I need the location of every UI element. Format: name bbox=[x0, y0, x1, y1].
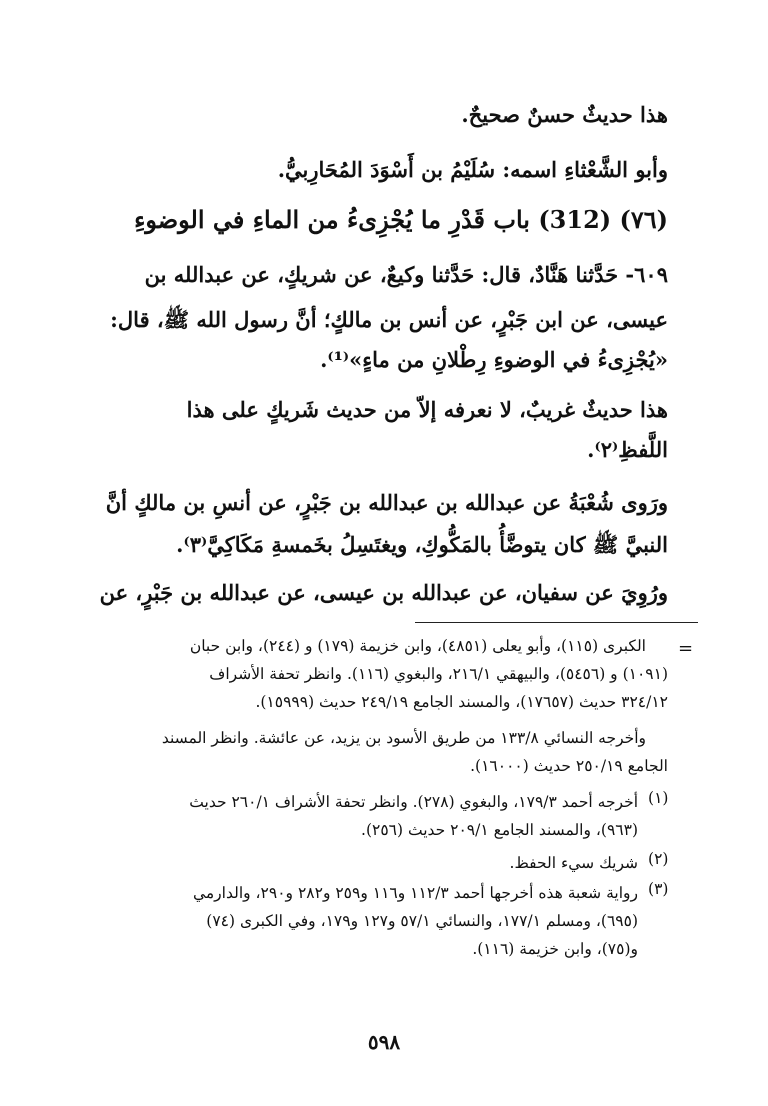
footnote-1-line-2: (٩٦٣)، والمسند الجامع ٢٠٩/١ حديث (٢٥٦). bbox=[361, 821, 638, 839]
footnote-separator bbox=[415, 622, 698, 623]
comment-line-1: هذا حديثٌ غريبٌ، لا نعرفه إلاّ من حديث شَريكٍ على هذا bbox=[186, 397, 668, 422]
footnote-cont-line-4: وأخرجه النسائي ١٣٣/٨ من طريق الأسود بن يزيد، عن عائشة. وانظر المسند bbox=[161, 729, 646, 747]
footnote-cont-line-3: ٣٢٤/١٢ حديث (١٧٦٥٧)، والمسند الجامع ٢٤٩/١٩ حديث (١٥٩٩٩). bbox=[255, 693, 668, 711]
hadith-609-line-1: ٦٠٩- حَدَّثنا هَنَّادٌ، قال: حَدَّثنا وكيعٌ، عن شريكٍ، عن عبدالله بن bbox=[144, 262, 668, 287]
hadith-609-line-2: عيسى، عن ابن جَبْرٍ، عن أنس بن مالكٍ؛ أنَّ رسول الله ﷺ، قال: bbox=[110, 307, 668, 332]
footnote-1-number: (١) bbox=[648, 789, 669, 807]
footnote-cont-line-1: الكبرى (١١٥)، وأبو يعلى (٤٨٥١)، وابن خزيمة (١٧٩) و (٢٤٤)، وابن حبان bbox=[189, 637, 646, 655]
chapter-heading: (٧٦) (312) باب قَدْرِ ما يُجْزِىءُ من الماءِ في الوضوءِ bbox=[134, 205, 668, 234]
narration-line-2: النبيَّ ﷺ كان يتوضَّأُ بالمَكُّوكِ، ويغتَسِلُ بخَمسةِ مَكَاكِيَّ⁽٣⁾. bbox=[176, 532, 668, 557]
footnote-3-line-3: و(٧٥)، وابن خزيمة (١١٦). bbox=[472, 940, 638, 958]
narration-line-1: ورَوى شُعْبَةُ عن عبدالله بن عبدالله بن جَبْرٍ، عن أنسِ بن مالكٍ أنَّ bbox=[105, 490, 668, 515]
narration-line-3: ورُوِيَ عن سفيان، عن عبدالله بن عيسى، عن عبدالله بن جَبْرٍ، عن bbox=[99, 580, 668, 605]
footnote-cont-line-5: الجامع ٢٥٠/١٩ حديث (١٦٠٠٠). bbox=[470, 757, 668, 775]
comment-line-2: اللَّفظِ⁽٢⁾. bbox=[587, 437, 668, 462]
text-line-2: وأبو الشَّعْثاءِ اسمه: سُلَيْمُ بن أَسْوَدَ المُحَارِبيُّ. bbox=[277, 157, 668, 182]
footnote-1-line-1: أخرجه أحمد ١٧٩/٣، والبغوي (٢٧٨). وانظر تحفة الأشراف ٢٦٠/١ حديث bbox=[189, 793, 638, 811]
footnote-2-number: (٢) bbox=[648, 850, 669, 868]
continuation-mark: = bbox=[678, 638, 694, 659]
footnote-3-line-1: رواية شعبة هذه أخرجها أحمد ١١٢/٣ و١١٦ و٢٥٩ و٢٨٢ و٢٩٠، والدارمي bbox=[192, 884, 638, 902]
footnote-cont-line-2: (١٠٩١) و (٥٤٥٦)، والبيهقي ٢١٦/١، والبغوي (١١٦). وانظر تحفة الأشراف bbox=[209, 665, 668, 683]
footnote-3-line-2: (٦٩٥)، ومسلم ١٧٧/١، والنسائي ٥٧/١ و١٢٧ و١٧٩، وفي الكبرى (٧٤) bbox=[206, 912, 638, 930]
hadith-609-line-3: «يُجْزِىءُ في الوضوءِ رِطْلانِ من ماءٍ»⁽¹⁾. bbox=[320, 347, 668, 372]
footnote-2-line-1: شريك سيء الحفظ. bbox=[509, 854, 638, 872]
footnote-3-number: (٣) bbox=[648, 880, 669, 898]
text-line-1: هذا حديثٌ حسنٌ صحيحٌ. bbox=[461, 102, 668, 127]
page-number: ٥٩٨ bbox=[367, 1030, 401, 1054]
